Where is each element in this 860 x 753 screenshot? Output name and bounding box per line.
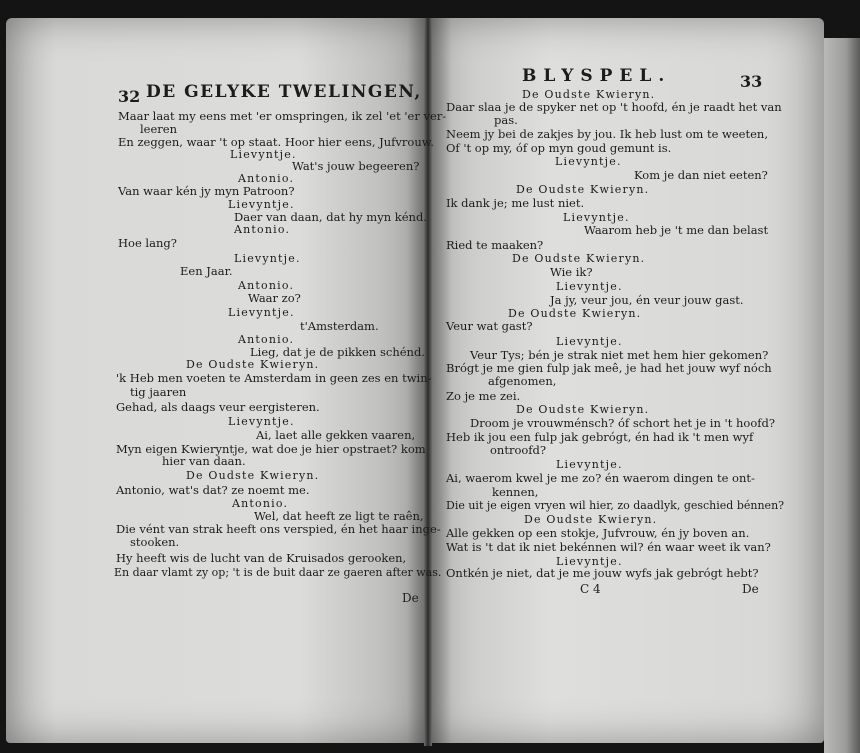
speaker-name: Lievyntje. [556,555,623,568]
speaker-name: De Oudste Kwieryn. [508,307,642,320]
text-line: Daer van daan, dat hy myn kénd. [234,210,427,224]
text-line: Wat's jouw begeeren? [292,159,420,173]
text-line: Kom je dan niet eeten? [634,168,768,182]
speaker-name: Lievyntje. [228,198,295,211]
left-page-number: 32 [118,87,141,106]
speaker-name: Antonio. [238,172,295,185]
text-line: tig jaaren [130,385,187,399]
text-line: Maar laat my eens met 'er omspringen, ik zel 'et 'er ver- [118,109,447,123]
text-line: Neem jy bei de zakjes by jou. Ik heb lust om te weeten, [446,127,768,141]
text-line: Droom je vrouwménsch? óf schort het je in 't hoofd? [470,416,776,430]
right-catchword: De [742,582,759,596]
speaker-name: Lievyntje. [228,415,295,428]
signature-mark: C 4 [580,582,601,596]
speaker-name: Lievyntje. [228,306,295,319]
text-line: Ja jy, veur jou, én veur jouw gast. [550,293,744,307]
text-line: Waarom heb je 't me dan belast [584,223,769,237]
text-line: Hoe lang? [118,236,177,250]
left-catchword: De [402,591,419,605]
speaker-name: Antonio. [234,223,291,236]
text-line: Die uit je eigen vryen wil hier, zo daadlyk, geschied bénnen? [446,499,785,512]
speaker-name: De Oudste Kwieryn. [524,513,658,526]
text-line: ontroofd? [490,443,547,457]
speaker-name: Lievyntje. [556,458,623,471]
text-line: 'k Heb men voeten te Amsterdam in geen zes en twin- [116,371,432,385]
speaker-name: De Oudste Kwieryn. [516,183,650,196]
text-line: Waar zo? [248,291,301,305]
text-line: Wel, dat heeft ze ligt te raên, [254,509,424,523]
text-line: Hy heeft wis de lucht van de Kruisados gerooken, [116,551,407,565]
text-line: Lieg, dat je de pikken schénd. [250,345,425,359]
text-line: stooken. [130,535,180,549]
text-line: Veur Tys; bén je strak niet met hem hier gekomen? [470,348,769,362]
text-line: Veur wat gast? [446,319,533,333]
text-line: pas. [494,113,518,127]
text-line: Ai, laet alle gekken vaaren, [256,428,416,442]
text-line: afgenomen, [488,374,557,388]
text-line: t'Amsterdam. [300,319,379,333]
speaker-name: Antonio. [238,333,295,346]
speaker-name: Antonio. [238,279,295,292]
text-line: Ai, waerom kwel je me zo? én waerom dingen te ont- [446,471,755,485]
right-page-number: 33 [740,72,763,91]
speaker-name: Lievyntje. [563,211,630,224]
speaker-name: De Oudste Kwieryn. [522,88,656,101]
text-line: Zo je me zei. [446,389,521,403]
text-line: Of 't op my, óf op myn goud gemunt is. [446,141,672,155]
text-line: Gehad, als daags veur eergisteren. [116,400,320,414]
speaker-name: Lievyntje. [555,155,622,168]
text-line: hier van daan. [162,454,246,468]
speaker-name: De Oudste Kwieryn. [186,469,320,482]
text-line: Antonio, wat's dat? ze noemt me. [116,483,310,497]
text-line: Alle gekken op een stokje, Jufvrouw, én jy boven an. [446,526,750,540]
text-line: Ik dank je; me lust niet. [446,196,585,210]
speaker-name: De Oudste Kwieryn. [516,403,650,416]
text-line: En zeggen, waar 't op staat. Hoor hier eens, Jufvrouw. [118,135,434,149]
text-line: Die vént van strak heeft ons verspied, én het haar inge- [116,522,441,536]
right-running-head: BLYSPEL. [522,66,672,86]
text-line: Ried te maaken? [446,238,544,252]
text-line: Wie ik? [550,265,593,279]
text-line: Daar slaa je de spyker net op 't hoofd, én je raadt het van [446,100,782,114]
speaker-name: Lievyntje. [230,148,297,161]
text-line: Ontkén je niet, dat je me jouw wyfs jak gebrógt hebt? [446,566,759,580]
text-line: Van waar kén jy myn Patroon? [118,184,295,198]
text-line: Myn eigen Kwieryntje, wat doe je hier opstraet? kom [116,442,426,456]
speaker-name: Lievyntje. [556,335,623,348]
text-line: En daar vlamt zy op; 't is de buit daar ze gaeren after was. [114,566,442,579]
text-line: leeren [140,122,177,136]
text-line: Een Jaar. [180,264,233,278]
text-line: kennen, [492,485,539,499]
page-edges [824,38,860,753]
speaker-name: Lievyntje. [556,280,623,293]
speaker-name: Lievyntje. [234,252,301,265]
text-line: Wat is 't dat ik niet bekénnen wil? én waar weet ik van? [446,540,771,554]
text-line: Brógt je me gien fulp jak meê, je had het jouw wyf nóch [446,361,772,375]
speaker-name: De Oudste Kwieryn. [512,252,646,265]
speaker-name: De Oudste Kwieryn. [186,358,320,371]
text-line: Heb ik jou een fulp jak gebrógt, én had ik 't men wyf [446,430,754,444]
left-running-head: DE GELYKE TWELINGEN, [146,82,422,102]
speaker-name: Antonio. [232,497,289,510]
